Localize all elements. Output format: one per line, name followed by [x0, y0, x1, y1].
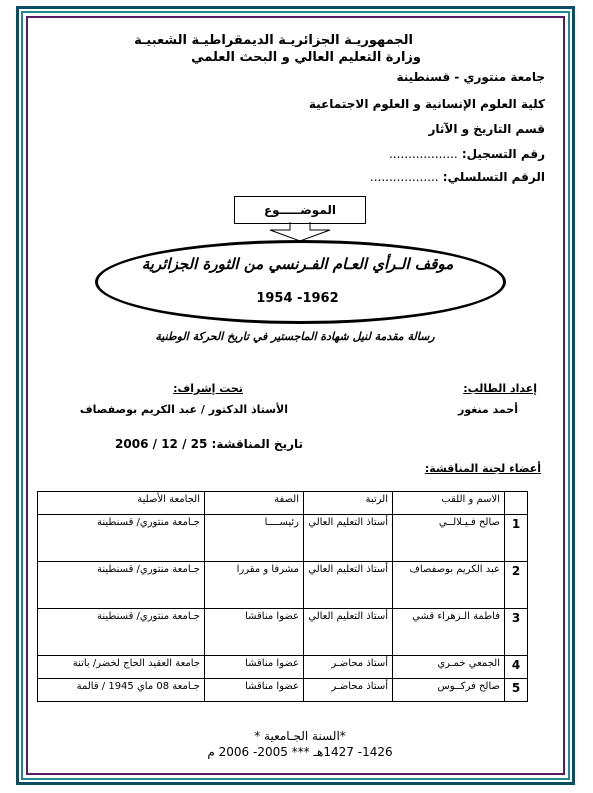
- member-name: صالح فركــوس: [393, 679, 505, 702]
- member-rank: أستاذ التعليم العالي: [304, 562, 393, 609]
- member-role: عضوا مناقشا: [205, 679, 304, 702]
- supervisor-name: الأستاذ الدكتور / عبد الكريم بوصفصاف: [79, 403, 288, 416]
- prepared-by-label: إعداد الطالب:: [463, 382, 537, 395]
- republic-name: الجمهوريـة الجزائريـة الديمقراطيـة الشعبيـة: [134, 33, 413, 48]
- col-rank: الرتبة: [304, 492, 393, 515]
- member-university: جـامعة منتوري/ قسنطينة: [38, 609, 205, 656]
- row-number: 2: [505, 562, 528, 609]
- serial-dots: ..................: [369, 170, 439, 184]
- thesis-title: موقف الـرأي العـام الفـرنسي من الثورة الجزائرية: [141, 255, 454, 273]
- col-name: الاسم و اللقب: [393, 492, 505, 515]
- row-number: 5: [505, 679, 528, 702]
- table-row: [38, 609, 528, 656]
- defense-label: تاريخ المناقشة:: [211, 437, 303, 451]
- defense-date: 25 / 12 / 2006: [115, 437, 208, 451]
- member-name: فاطمة الـزهراء قشي: [393, 609, 505, 656]
- member-rank: أستاذ محاضـر: [304, 656, 393, 679]
- member-name: صالح فـيـلالــي: [393, 515, 505, 562]
- table-row: [38, 515, 528, 562]
- row-number: 1: [505, 515, 528, 562]
- member-role: عضوا مناقشا: [205, 656, 304, 679]
- title-ellipse: [95, 240, 506, 324]
- academic-year-label: *السنة الجـامعية *: [254, 729, 346, 743]
- university-name: جامعة منتوري - قسنطينة: [396, 70, 545, 84]
- col-number: [505, 492, 528, 515]
- department-name: قسم التاريخ و الآثار: [428, 122, 545, 136]
- row-number: 4: [505, 656, 528, 679]
- member-role: رئيســــا: [205, 515, 304, 562]
- faculty-name: كلية العلوم الإنسانية و العلوم الاجتماعية: [308, 97, 545, 111]
- defense-date-line: [115, 437, 303, 451]
- member-rank: أستاذ التعليم العالي: [304, 609, 393, 656]
- table-header-row: [38, 492, 528, 515]
- member-rank: أستاذ التعليم العالي: [304, 515, 393, 562]
- member-role: عضوا مناقشا: [205, 609, 304, 656]
- topic-label-box: الموضـــــوع: [234, 196, 366, 224]
- row-number: 3: [505, 609, 528, 656]
- serial-label: الرقم التسلسلي:: [442, 170, 545, 184]
- thesis-years: 1954 -1962: [256, 291, 339, 306]
- member-university: جـامعة منتوري/ قسنطينة: [38, 515, 205, 562]
- col-university: الجامعة الأصلية: [38, 492, 205, 515]
- member-name: عبد الكريم بوصفصاف: [393, 562, 505, 609]
- member-rank: أستاذ محاضـر: [304, 679, 393, 702]
- down-arrow-icon: [260, 222, 340, 242]
- table-row: [38, 679, 528, 702]
- member-university: جامعة العقيد الحاج لخضر/ باتنة: [38, 656, 205, 679]
- col-role: الصفة: [205, 492, 304, 515]
- academic-year: 1426- 1427هـ *** 2005- 2006 م: [207, 745, 393, 759]
- supervisor-label: تحت إشراف:: [173, 382, 243, 395]
- committee-table: [37, 491, 528, 702]
- serial-number: [370, 170, 545, 184]
- member-role: مشرفا و مقررا: [205, 562, 304, 609]
- member-university: جـامعة منتوري/ قسنطينة: [38, 562, 205, 609]
- student-name: أحمد منغور: [458, 403, 518, 416]
- committee-label: أعضاء لجنة المناقشة:: [424, 462, 541, 475]
- registration-label: رقم التسجيل:: [461, 147, 545, 161]
- registration-number: [389, 147, 545, 161]
- thesis-subtitle: رسالة مقدمة لنيل شهادة الماجستير في تاريخ الحركة الوطنية: [155, 330, 435, 343]
- registration-dots: ..................: [389, 147, 458, 161]
- member-university: جـامعة 08 ماي 1945 / قالمة: [38, 679, 205, 702]
- table-row: [38, 656, 528, 679]
- member-name: الجمعي خمـري: [393, 656, 505, 679]
- table-row: [38, 562, 528, 609]
- ministry-name: وزارة التعليم العالي و البحث العلمي: [191, 50, 421, 65]
